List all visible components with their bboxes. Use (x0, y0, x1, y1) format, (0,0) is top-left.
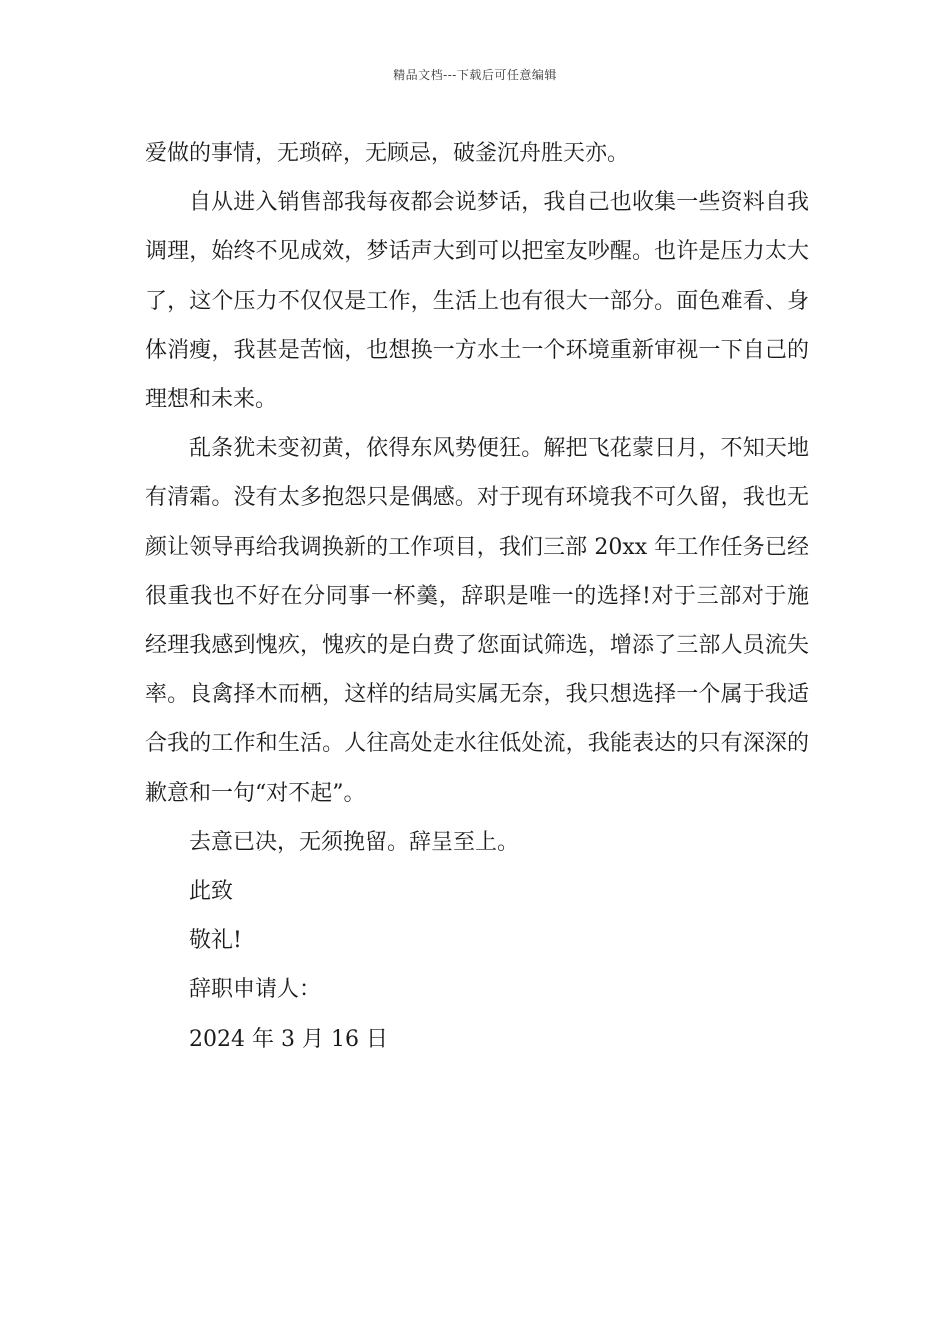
paragraph-reason: 乱条犹未变初黄，依得东风势便狂。解把飞花蒙日月，不知天地有清霜。没有太多抱怨只是偶感。对于现有环境我不可久留，我也无颜让领导再给我调换新的工作项目，我们三部 20xx 年工作任务已经很重我也不好在分同事一杯羹，辞职是唯一的选择!对于三部对于施经理我感到愧疚，愧疚的是白费了您面试筛选，增添了三部人员流失率。良禽择木而栖，这样的结局实属无奈，我只想选择一个属于我适合我的工作和生活。人往高处走水往低处流，我能表达的只有深深的歉意和一句“对不起”。 (145, 436, 809, 806)
paragraph-decision: 去意已决，无须挽留。辞呈至上。 (189, 829, 520, 855)
letter-body (145, 129, 809, 1064)
page-header: 精品文档---下载后可任意编辑 (393, 68, 557, 82)
paragraph-sales-department: 自从进入销售部我每夜都会说梦话，我自己也收集一些资料自我调理，始终不见成效，梦话声大到可以把室友吵醒。也许是压力太大了，这个压力不仅仅是工作，生活上也有很大一部分。面色难看、身体消瘦，我甚是苦恼，也想换一方水土一个环境重新审视一下自己的理想和未来。 (145, 190, 809, 413)
paragraph-continued: 爱做的事情，无琐碎，无顾忌，破釜沉舟胜天亦。 (145, 141, 630, 166)
letter-date: 2024 年 3 月 16 日 (189, 1026, 388, 1052)
signature-label: 辞职申请人： (189, 977, 322, 1003)
closing-regards: 敬礼! (189, 928, 242, 954)
closing-salutation: 此致 (189, 879, 234, 905)
